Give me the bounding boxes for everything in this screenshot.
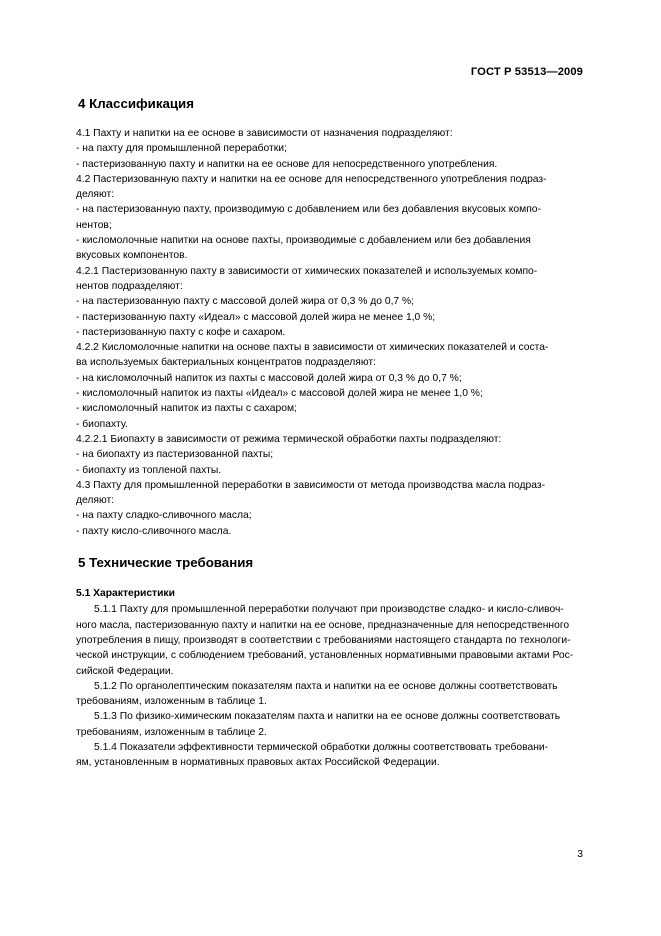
text-line: - на кисломолочный напиток из пахты с массовой долей жира от 0,3 % до 0,7 %; [76, 372, 462, 384]
subsection-title-characteristics: 5.1 Характеристики [76, 588, 175, 600]
text-line: 4.3 Пахту для промышленной переработки в зависимости от метода производства масла подраз- [76, 479, 546, 491]
text-line: - кисломолочные напитки на основе пахты, производимые с добавлением или без добавления [76, 235, 531, 247]
text-line: ческой инструкции, с соблюдением требований, установленных нормативными правовыми актами Рос- [76, 650, 574, 662]
text-line: - пастеризованную пахту «Идеал» с массовой долей жира не менее 1,0 %; [76, 311, 436, 323]
text-line: - пастеризованную пахту с кофе и сахаром. [76, 326, 286, 338]
text-line: ям, установленным в нормативных правовых актах Российской Федерации. [76, 757, 440, 769]
page-header-standard-code: ГОСТ Р 53513—2009 [470, 66, 583, 78]
text-line: требованиям, изложенным в таблице 2. [76, 726, 267, 738]
text-line: - пастеризованную пахту и напитки на ее основе для непосредственного употребления. [76, 158, 498, 170]
text-line: 5.1.3 По физико-химическим показателям пахта и напитки на ее основе должны соответствовать [94, 711, 561, 723]
text-line: - на пастеризованную пахту, производимую с добавлением или без добавления вкусовых компо- [76, 204, 541, 216]
section-title-technical-requirements: 5 Технические требования [78, 555, 254, 571]
text-line: употребления в пищу, производят в соответствии с требованиями настоящего стандарта по технологи- [76, 634, 571, 646]
section-title-classification: 4 Классификация [78, 96, 194, 111]
text-line: - на пастеризованную пахту с массовой долей жира от 0,3 % до 0,7 %; [76, 296, 415, 308]
text-line: деляют: [76, 495, 115, 507]
text-line: 4.2 Пастеризованную пахту и напитки на ее основе для непосредственного употребления подраз- [76, 173, 547, 185]
text-line: нентов подразделяют: [76, 280, 183, 292]
text-line: - кисломолочный напиток из пахты с сахаром; [76, 403, 297, 415]
text-line: 4.2.1 Пастеризованную пахту в зависимости от химических показателей и используемых компо- [76, 265, 538, 277]
text-line: ного масла, пастеризованную пахту и напитки на ее основе, предназначенные для непосредственного [76, 619, 570, 631]
document-body [76, 96, 584, 771]
text-line: - биопахту из топленой пахты. [76, 464, 222, 476]
text-line: 4.2.2 Кисломолочные напитки на основе пахты в зависимости от химических показателей и соста- [76, 342, 549, 354]
text-line: - на биопахту из пастеризованной пахты; [76, 449, 274, 461]
text-line: сийской Федерации. [76, 665, 174, 677]
text-line: - кисломолочный напиток из пахты «Идеал» с массовой долей жира не менее 1,0 %; [76, 388, 483, 400]
text-line: нентов; [76, 219, 112, 231]
text-line: - на пахту для промышленной переработки; [76, 143, 287, 155]
text-line: 4.1 Пахту и напитки на ее основе в зависимости от назначения подразделяют: [76, 128, 453, 139]
text-line: 4.2.2.1 Биопахту в зависимости от режима термической обработки пахты подразделяют: [76, 433, 502, 445]
text-line: - биопахту. [76, 418, 128, 430]
text-line: вкусовых компонентов. [76, 250, 188, 262]
text-line: 5.1.4 Показатели эффективности термической обработки должны соответствовать требовани- [94, 741, 549, 753]
text-line: - на пахту сладко-сливочного масла; [76, 510, 252, 522]
text-line: - пахту кисло-сливочного масла. [76, 525, 232, 537]
text-line: требованиям, изложенным в таблице 1. [76, 696, 267, 708]
text-line: деляют: [76, 189, 115, 201]
text-line: 5.1.2 По органолептическим показателям пахта и напитки на ее основе должны соответствовать [94, 680, 558, 692]
text-line: ва используемых бактериальных концентратов подразделяют: [76, 357, 376, 369]
page-number: 3 [577, 849, 583, 860]
section-technical-requirements-text [76, 602, 584, 770]
section-classification-text [76, 126, 584, 539]
text-line: 5.1.1 Пахту для промышленной переработки получают при производстве сладко- и кисло-сливоч- [94, 604, 564, 616]
